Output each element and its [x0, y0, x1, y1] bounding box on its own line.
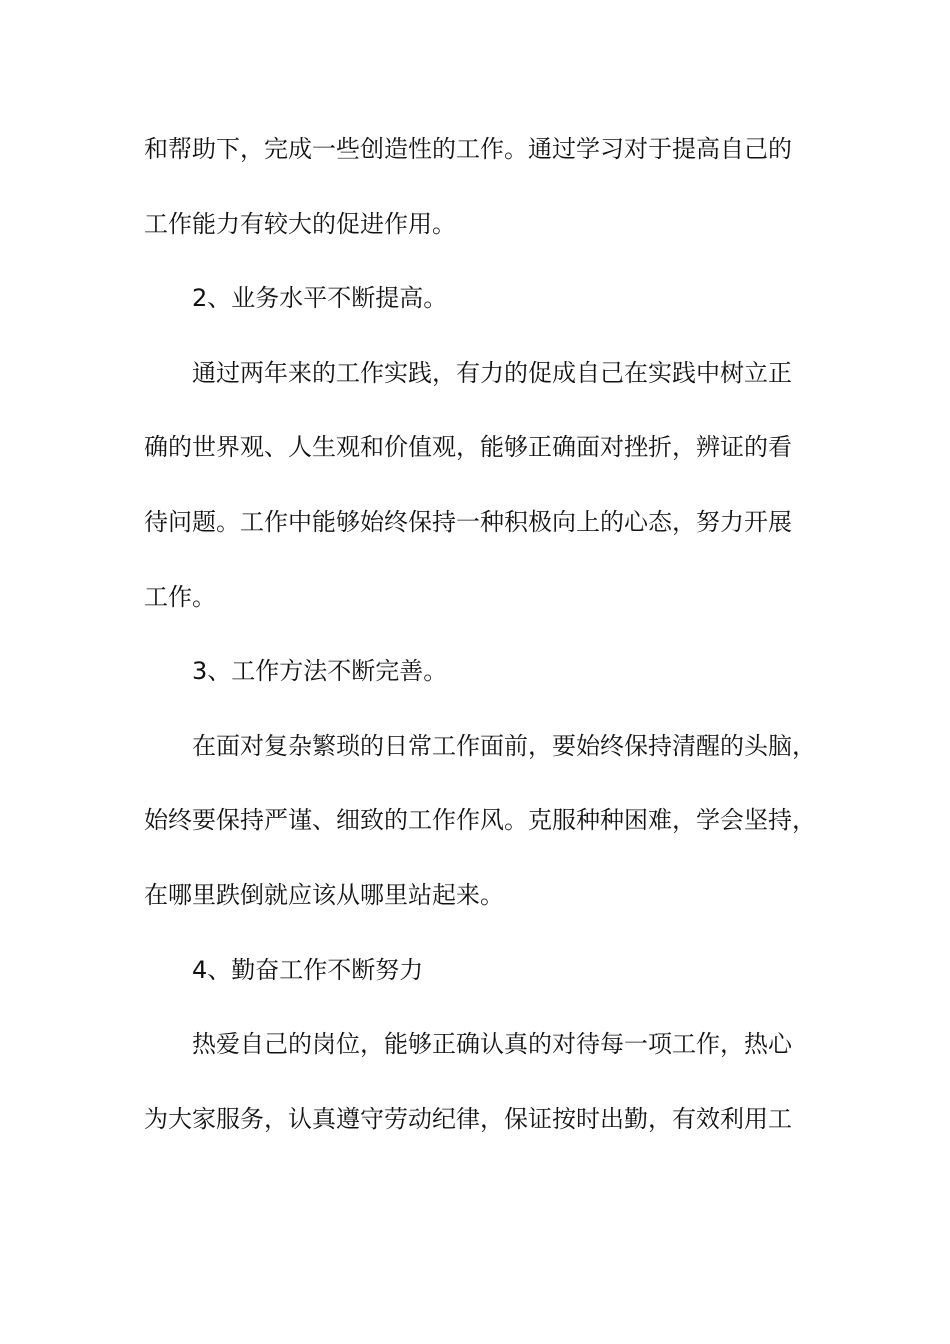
section-heading: 3、工作方法不断完善。 [192, 657, 448, 686]
paragraph-line: 工作能力有较大的促进作用。 [144, 209, 456, 238]
paragraph-line: 为大家服务，认真遵守劳动纪律，保证按时出勤，有效利用工 [144, 1104, 792, 1133]
paragraph-first-line: 通过两年来的工作实践，有力的促成自己在实践中树立正 [192, 358, 792, 387]
section-heading: 4、勤奋工作不断努力 [192, 955, 424, 984]
paragraph-first-line: 在面对复杂繁琐的日常工作面前，要始终保持清醒的头脑， [192, 731, 816, 760]
paragraph-first-line: 热爱自己的岗位，能够正确认真的对待每一项工作，热心 [192, 1030, 792, 1059]
document-body [144, 112, 816, 1156]
paragraph-line: 在哪里跌倒就应该从哪里站起来。 [144, 880, 504, 909]
section-heading: 2、业务水平不断提高。 [192, 284, 448, 313]
paragraph-line: 工作。 [144, 582, 216, 611]
paragraph-line: 待问题。工作中能够始终保持一种积极向上的心态，努力开展 [144, 507, 792, 536]
paragraph-line: 始终要保持严谨、细致的工作作风。克服种种困难，学会坚持， [144, 806, 816, 835]
paragraph-line: 和帮助下，完成一些创造性的工作。通过学习对于提高自己的 [144, 135, 792, 163]
paragraph-line: 确的世界观、人生观和价值观，能够正确面对挫折，辨证的看 [144, 433, 792, 462]
